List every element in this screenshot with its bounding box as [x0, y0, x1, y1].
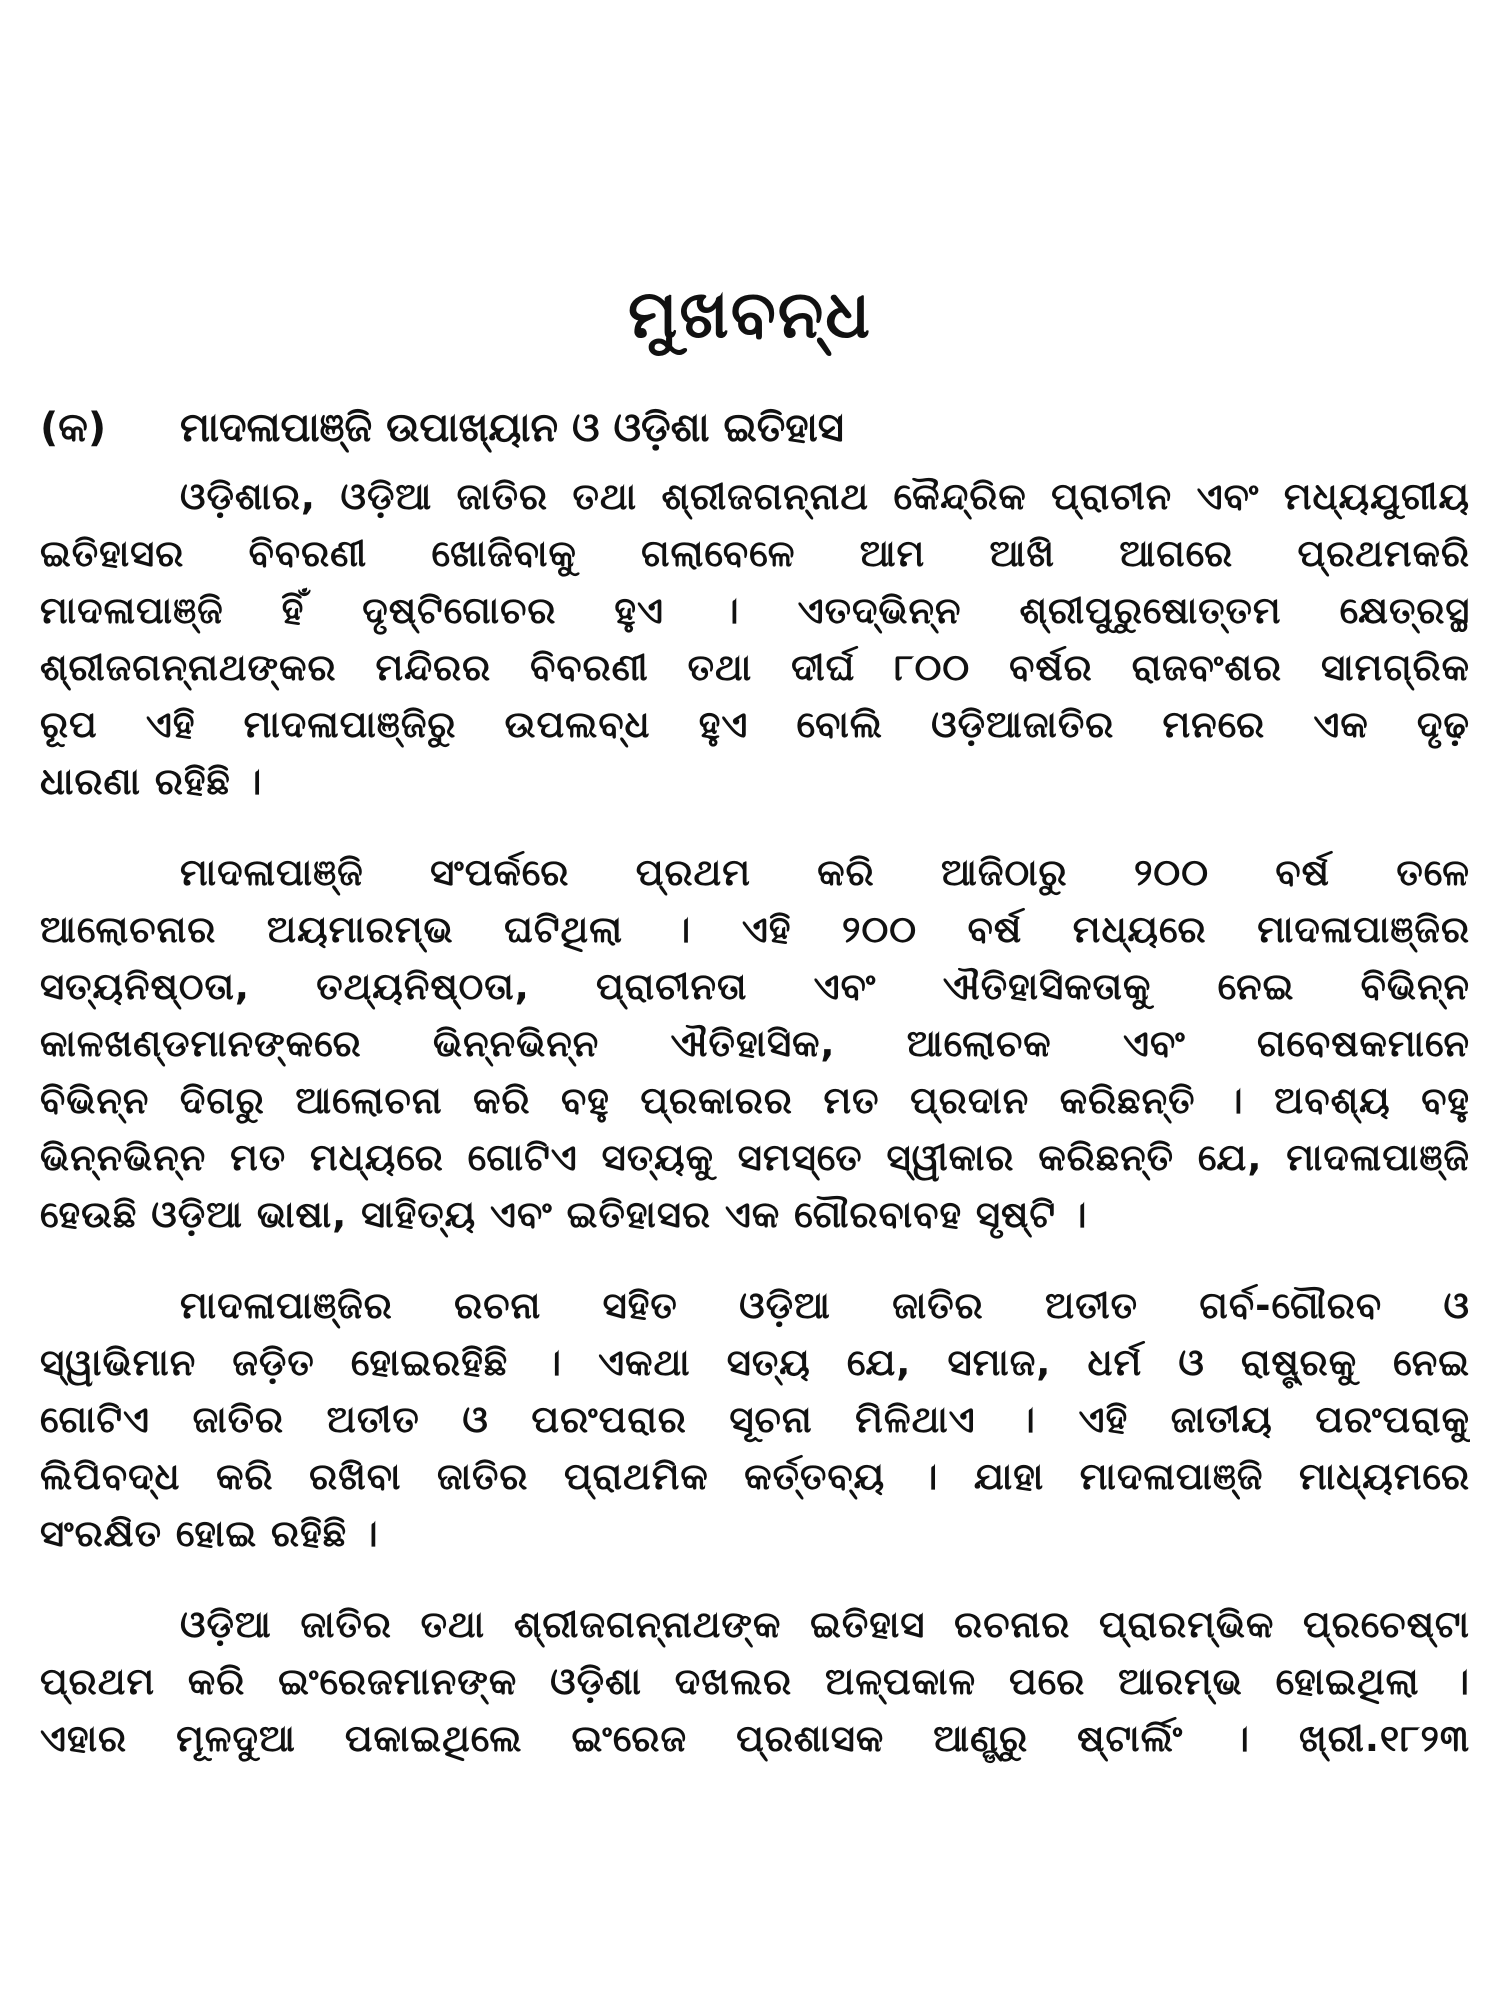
text-line: ମାଦଳାପାଞ୍ଜିର ରଚନା ସହିତ ଓଡ଼ିଆ ଜାତିର ଅତୀତ ଗର୍ବ-ଗୌରବ ଓ: [180, 1284, 1470, 1327]
text-line: ଲିପିବଦ୍ଧ କରି ରଖିବା ଜାତିର ପ୍ରାଥମିକ କର୍ତ୍ତବ୍ୟ । ଯାହା ମାଦଳାପାଞ୍ଜି ମାଧ୍ୟମରେ: [40, 1455, 1470, 1498]
text-line: ରୂପ ଏହି ମାଦଳାପାଞ୍ଜିରୁ ଉପଲବ୍ଧ ହୁଏ ବୋଲି ଓଡ଼ିଆଜାତିର ମନରେ ଏକ ଦୃଢ଼: [40, 703, 1470, 746]
page-title: ମୁଖବନ୍ଧ: [628, 276, 872, 353]
text-line: ଓଡ଼ିଆ ଜାତିର ତଥା ଶ୍ରୀଜଗନ୍ନାଥଙ୍କ ଇତିହାସ ରଚନାର ପ୍ରାରମ୍ଭିକ ପ୍ରଚେଷ୍ଟା: [180, 1603, 1470, 1646]
text-line: ଗୋଟିଏ ଜାତିର ଅତୀତ ଓ ପରଂପରାର ସୂଚନା ମିଳିଥାଏ । ଏହି ଜାତୀୟ ପରଂପରାକୁ: [40, 1398, 1470, 1441]
text-line: ଧାରଣା ରହିଛି ।: [40, 760, 263, 803]
text-line: ଇତିହାସର ବିବରଣୀ ଖୋଜିବାକୁ ଗଲାବେଳେ ଆମ ଆଖି ଆଗରେ ପ୍ରଥମକରି: [40, 532, 1470, 575]
paragraph: [40, 844, 1470, 1243]
text-line: ସଂରକ୍ଷିତ ହୋଇ ରହିଛି ।: [40, 1512, 379, 1555]
body-text: [40, 468, 1470, 1801]
text-line: ଶ୍ରୀଜଗନ୍ନାଥଙ୍କର ମନ୍ଦିରର ବିବରଣୀ ତଥା ଦୀର୍ଘ ୮୦୦ ବର୍ଷର ରାଜବଂଶର ସାମଗ୍ରିକ: [40, 646, 1470, 689]
text-line: ଏହାର ମୂଳଦୁଆ ପକାଇଥିଲେ ଇଂରେଜ ପ୍ରଶାସକ ଆଣ୍ଡ୍ରୁ ଷ୍ଟାର୍ଲିଂ । ଖ୍ରୀ.୧୮୨୩: [40, 1717, 1470, 1760]
text-line: ବିଭିନ୍ନ ଦିଗରୁ ଆଲୋଚନା କରି ବହୁ ପ୍ରକାରର ମତ ପ୍ରଦାନ କରିଛନ୍ତି । ଅବଶ୍ୟ ବହୁ: [40, 1079, 1470, 1122]
text-line: ସ୍ୱାଭିମାନ ଜଡ଼ିତ ହୋଇରହିଛି । ଏକଥା ସତ୍ୟ ଯେ, ସମାଜ, ଧର୍ମ ଓ ରାଷ୍ଟ୍ରକୁ ନେଇ: [40, 1341, 1470, 1384]
text-line: ହେଉଛି ଓଡ଼ିଆ ଭାଷା, ସାହିତ୍ୟ ଏବଂ ଇତିହାସର ଏକ ଗୌରବାବହ ସୃଷ୍ଟି ।: [40, 1193, 1088, 1236]
paragraph: [40, 468, 1470, 810]
section-heading: [40, 398, 1460, 458]
text-line: ସତ୍ୟନିଷ୍ଠତା, ତଥ୍ୟନିଷ୍ଠତା, ପ୍ରାଚୀନତା ଏବଂ ଐତିହାସିକତାକୁ ନେଇ ବିଭିନ୍ନ: [40, 965, 1470, 1008]
text-line: ମାଦଳାପାଞ୍ଜି ହିଁ ଦୃଷ୍ଟିଗୋଚର ହୁଏ । ଏତଦ୍‌ଭିନ୍ନ ଶ୍ରୀପୁରୁଷୋତ୍ତମ କ୍ଷେତ୍ରସ୍ଥ: [40, 589, 1470, 632]
text-line: ପ୍ରଥମ କରି ଇଂରେଜମାନଙ୍କ ଓଡ଼ିଶା ଦଖଲର ଅଳ୍ପକାଳ ପରେ ଆରମ୍ଭ ହୋଇଥିଲା ।: [40, 1660, 1470, 1703]
section-marker: (କ): [40, 405, 107, 451]
section-heading-text: ମାଦଳାପାଞ୍ଜି ଉପାଖ୍ୟାନ ଓ ଓଡ଼ିଶା ଇତିହାସ: [180, 405, 844, 451]
text-line: ଓଡ଼ିଶାର, ଓଡ଼ିଆ ଜାତିର ତଥା ଶ୍ରୀଜଗନ୍ନାଥ କୈନ୍ଦ୍ରିକ ପ୍ରାଚୀନ ଏବଂ ମଧ୍ୟଯୁଗୀୟ: [180, 475, 1470, 518]
text-line: ଆଲୋଚନାର ଅୟମାରମ୍ଭ ଘଟିଥିଲା । ଏହି ୨୦୦ ବର୍ଷ ମଧ୍ୟରେ ମାଦଳାପାଞ୍ଜିର: [40, 908, 1470, 951]
paragraph: [40, 1277, 1470, 1562]
paragraph: [40, 1596, 1470, 1767]
text-line: କାଳଖଣ୍ଡମାନଙ୍କରେ ଭିନ୍ନଭିନ୍ନ ଐତିହାସିକ, ଆଲୋଚକ ଏବଂ ଗବେଷକମାନେ: [40, 1022, 1470, 1065]
text-line: ମାଦଳାପାଞ୍ଜି ସଂପର୍କରେ ପ୍ରଥମ କରି ଆଜିଠାରୁ ୨୦୦ ବର୍ଷ ତଳେ: [180, 851, 1470, 894]
text-line: ଭିନ୍ନଭିନ୍ନ ମତ ମଧ୍ୟରେ ଗୋଟିଏ ସତ୍ୟକୁ ସମସ୍ତେ ସ୍ୱୀକାର କରିଛନ୍ତି ଯେ, ମାଦଳାପାଞ୍ଜି: [40, 1136, 1470, 1179]
